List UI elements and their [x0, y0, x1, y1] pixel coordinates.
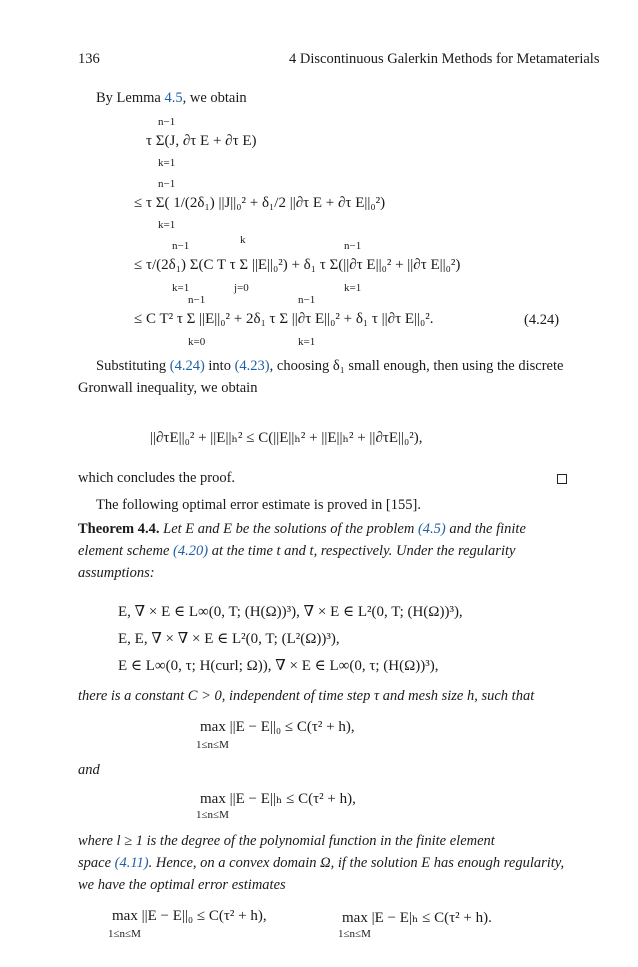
assumption-1: E, ∇ × E ∈ L∞(0, T; (H(Ω))³), ∇ × E ∈ L²(0, T; (H(Ω))³),: [118, 604, 463, 620]
lemma-link[interactable]: 4.5: [164, 90, 183, 106]
second-sum-upper-limit: n−1: [298, 294, 316, 306]
sum-lower-limit: k=1: [172, 282, 190, 294]
sum-lower-limit: k=1: [158, 157, 176, 169]
sum-upper-limit: n−1: [172, 240, 190, 252]
running-title: 4 Discontinuous Galerkin Methods for Metamaterials: [289, 51, 600, 67]
final-estimate-l2: max ||E − E||₀ ≤ C(τ² + h),: [112, 908, 267, 924]
max-subscript: 1≤n≤M: [196, 739, 229, 751]
estimate-line-3: ≤ τ/(2δ₁) Σ(C T τ Σ ||E||₀²) + δ₁ τ Σ(||∂τ E||₀² + ||∂τ E||₀²): [134, 257, 461, 273]
estimate-line-2: ≤ τ Σ( 1/(2δ₁) ||J||₀² + δ₁/2 ||∂τ E + ∂τ E||₀²): [134, 195, 386, 211]
problem-4-5-link[interactable]: (4.5): [417, 521, 446, 537]
conclusion-line: which concludes the proof.: [78, 470, 236, 486]
equation-number: (4.24): [524, 312, 560, 328]
qed-symbol: [557, 474, 567, 484]
theorem-line-2: element scheme (4.20) at the time t and t, respectively. Under the regularity: [78, 543, 516, 559]
sum-lower-limit: k=0: [188, 336, 206, 348]
theorem-label: Theorem 4.4.: [78, 521, 160, 537]
space-4-11-link[interactable]: (4.11): [114, 855, 149, 871]
max-estimate-h: max ||E − E||ₕ ≤ C(τ² + h),: [200, 791, 356, 807]
estimate-line-4: ≤ C T² τ Σ ||E||₀² + 2δ₁ τ Σ ||∂τ E||₀² + δ₁ τ ||∂τ E||₀².: [134, 311, 434, 327]
degree-line-1: where l ≥ 1 is the degree of the polynomial function in the finite element: [78, 833, 495, 849]
sum-upper-limit: n−1: [188, 294, 206, 306]
final-estimate-h: max |E − E|ₕ ≤ C(τ² + h).: [342, 910, 492, 926]
and-word: and: [78, 762, 100, 778]
estimate-line-1: τ Σ(J, ∂τ E + ∂τ E): [146, 133, 257, 149]
theorem-line-3: assumptions:: [78, 565, 155, 581]
second-sum-lower-limit: k=1: [298, 336, 316, 348]
degree-line-3: we have the optimal error estimates: [78, 877, 286, 893]
max-subscript: 1≤n≤M: [196, 809, 229, 821]
inner-sum-upper-limit: k: [240, 234, 246, 246]
degree-line-2: space (4.11). Hence, on a convex domain Ω, if the solution E has enough regularity,: [78, 855, 565, 871]
assumption-3: E ∈ L∞(0, τ; H(curl; Ω)), ∇ × E ∈ L∞(0, τ; (H(Ω))³),: [118, 658, 439, 674]
theorem-line-1: Theorem 4.4. Let E and E be the solutions of the problem (4.5) and the finite: [78, 521, 526, 537]
final-subscript-right: 1≤n≤M: [338, 928, 371, 940]
final-subscript-left: 1≤n≤M: [108, 928, 141, 940]
gronwall-equation: ||∂τE||₀² + ||E||ₕ² ≤ C(||E||ₕ² + ||E||ₕ² + ||∂τE||₀²),: [150, 430, 423, 446]
substitution-line-2: Gronwall inequality, we obtain: [78, 380, 258, 396]
sum-upper-limit: n−1: [158, 178, 176, 190]
second-sum-upper-limit: n−1: [344, 240, 362, 252]
assumption-2: E, E, ∇ × ∇ × E ∈ L²(0, T; (L²(Ω))³),: [118, 631, 340, 647]
eq-4-23-link[interactable]: (4.23): [234, 358, 270, 374]
page-number: 136: [78, 51, 100, 67]
constant-statement: there is a constant C > 0, independent of time step τ and mesh size h, such that: [78, 688, 535, 704]
optimal-intro: The following optimal error estimate is proved in [155].: [96, 497, 421, 513]
intro-line: By Lemma 4.5, we obtain: [96, 90, 247, 106]
second-sum-lower-limit: k=1: [344, 282, 362, 294]
sum-upper-limit: n−1: [158, 116, 176, 128]
eq-4-24-link[interactable]: (4.24): [169, 358, 205, 374]
substitution-line-1: Substituting (4.24) into (4.23), choosing δ₁ small enough, then using the discrete: [96, 358, 564, 374]
scheme-4-20-link[interactable]: (4.20): [173, 543, 209, 559]
sum-lower-limit: k=1: [158, 219, 176, 231]
max-estimate-l2: max ||E − E||₀ ≤ C(τ² + h),: [200, 719, 355, 735]
inner-sum-lower-limit: j=0: [234, 282, 249, 294]
